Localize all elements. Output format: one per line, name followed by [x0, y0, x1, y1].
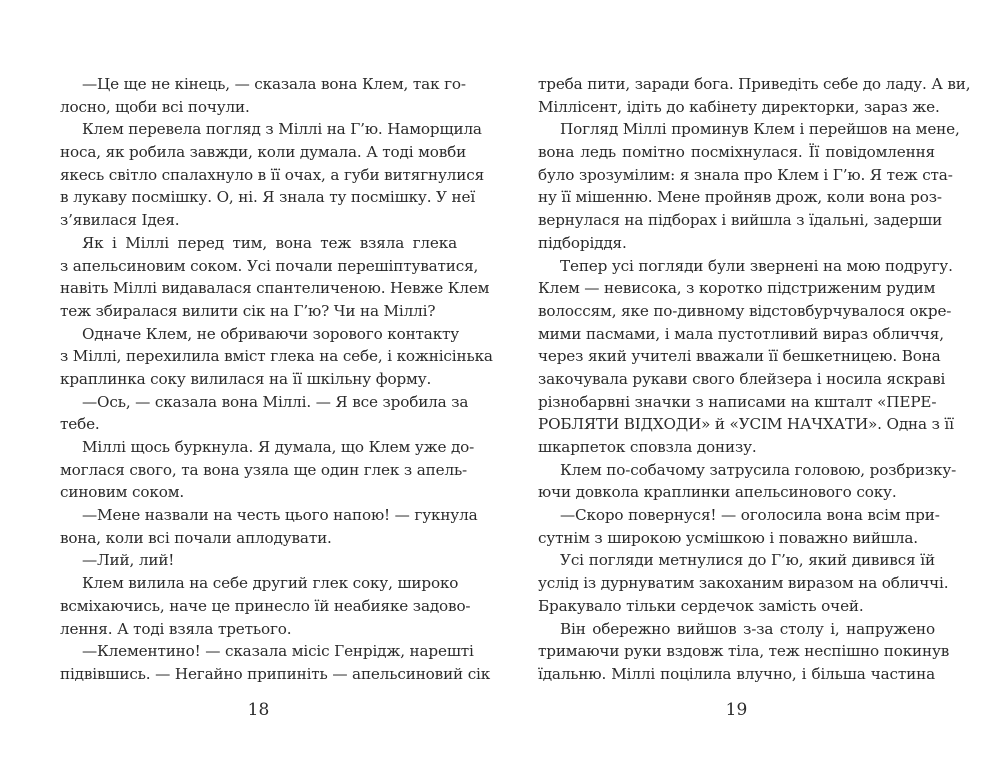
text-line: носа, як робила завжди, коли думала. А тоді мовби: [60, 143, 467, 162]
text-line: через який учителі вважали її бешкетницею. Вона: [538, 347, 941, 366]
text-line: їдальню. Міллі поцілила влучно, і більша частина: [538, 664, 935, 683]
text-line: волоссям, яке по-дивному відстовбурчувалося окре-: [538, 301, 952, 320]
text-line: мими пасмами, і мала пустотливий вираз обличчя,: [538, 324, 944, 343]
text-line: закочувала рукави свого блейзера і носила яскраві: [538, 369, 946, 388]
text-line: Міллі щось буркнула. Я думала, що Клем уже до-: [82, 438, 475, 456]
right-page-text: [538, 73, 971, 686]
text-line: теж збиралася вилити сік на Г’ю? Чи на Міллі?: [60, 301, 436, 320]
text-line: Клем перевела погляд з Міллі на Г’ю. Наморщила: [82, 120, 482, 139]
text-line: Він обережно вийшов з-за столу і, напружено: [560, 619, 935, 638]
text-line: різнобарвні значки з написами на кшталт «ПЕРЕ-: [538, 392, 937, 411]
text-line: —Клементино! — сказала місіс Генрідж, нарешті: [82, 642, 474, 661]
text-line: —Лий, лий!: [82, 551, 175, 570]
text-line: Одначе Клем, не обриваючи зорового контакту: [82, 324, 460, 343]
text-line: —Це ще не кінець, — сказала вона Клем, так го-: [82, 75, 466, 93]
text-line: якесь світло спалахнуло в її очах, а губи витягнулися: [60, 165, 485, 184]
text-line: моглася свого, та вона узяла ще один глек з апель-: [60, 460, 468, 479]
text-line: Клем — невисока, з коротко підстриженим рудим: [538, 279, 936, 298]
left-page-text: [60, 73, 493, 686]
text-line: в лукаву посмішку. О, ні. Я знала ту посмішку. У неї: [60, 188, 476, 207]
text-line: вернулася на підборах і вийшла з їдальні, задерши: [538, 211, 943, 230]
text-line: Усі погляди метнулися до Г’ю, який дивився їй: [560, 551, 935, 570]
text-line: треба пити, заради бога. Приведіть себе до ладу. А ви,: [538, 75, 971, 93]
text-line: синовим соком.: [60, 483, 185, 502]
text-line: ну її мішенню. Мене пройняв дрож, коли вона роз-: [538, 188, 942, 207]
text-line: —Ось, — сказала вона Міллі. — Я все зробила за: [82, 392, 469, 411]
text-line: підборіддя.: [538, 233, 627, 252]
text-line: з’явилася Ідея.: [60, 211, 180, 230]
text-line: всміхаючись, наче це принесло їй неабияке задово-: [60, 596, 471, 615]
text-line: з апельсиновим соком. Усі почали перешіптуватися,: [60, 256, 479, 275]
text-line: краплинка соку вилилася на її шкільну форму.: [60, 369, 432, 388]
text-line: Погляд Міллі проминув Клем і перейшов на мене,: [560, 120, 960, 139]
text-line: Клем вилила на себе другий глек соку, широко: [82, 574, 459, 593]
text-line: РОБЛЯТИ ВІДХОДИ» й «УСІМ НАЧХАТИ». Одна з її: [538, 415, 954, 434]
text-line: лосно, щоби всі почули.: [60, 97, 250, 116]
text-line: Як і Міллі перед тим, вона теж взяла глека: [82, 233, 457, 252]
text-line: навіть Міллі видавалася спантеличеною. Невже Клем: [60, 279, 490, 298]
text-line: Тепер усі погляди були звернені на мою подругу.: [560, 256, 953, 275]
right-page-number: 19: [725, 700, 748, 720]
left-page-number: 18: [247, 700, 270, 720]
text-line: вона, коли всі почали аплодувати.: [60, 528, 332, 547]
text-line: ючи довкола краплинки апельсинового соку.: [538, 483, 897, 502]
text-line: —Скоро повернуся! — оголосила вона всім при-: [560, 506, 940, 525]
text-line: Бракувало тільки сердечок замість очей.: [538, 596, 864, 615]
text-line: шкарпеток сповзла донизу.: [538, 438, 757, 456]
text-line: тебе.: [60, 415, 100, 434]
text-line: сутнім з широкою усмішкою і поважно вийшла.: [538, 528, 918, 547]
text-line: —Мене назвали на честь цього напою! — гукнула: [82, 506, 478, 525]
text-line: з Міллі, перехилила вміст глека на себе, і кожнісінька: [60, 347, 493, 366]
text-line: услід із дурнуватим закоханим виразом на обличчі.: [538, 574, 949, 593]
text-line: тримаючи руки вздовж тіла, теж неспішно покинув: [538, 642, 950, 661]
text-line: Клем по-собачому затрусила головою, розбризку-: [560, 460, 957, 479]
text-line: вона ледь помітно посміхнулася. Її повідомлення: [538, 143, 935, 162]
text-line: було зрозумілим: я знала про Клем і Г’ю. Я теж ста-: [538, 165, 953, 184]
text-line: лення. А тоді взяла третього.: [60, 619, 292, 638]
text-line: підвівшись. — Негайно припиніть — апельсиновий сік: [60, 664, 491, 683]
text-line: Міллісент, ідіть до кабінету директорки, зараз же.: [538, 97, 940, 116]
